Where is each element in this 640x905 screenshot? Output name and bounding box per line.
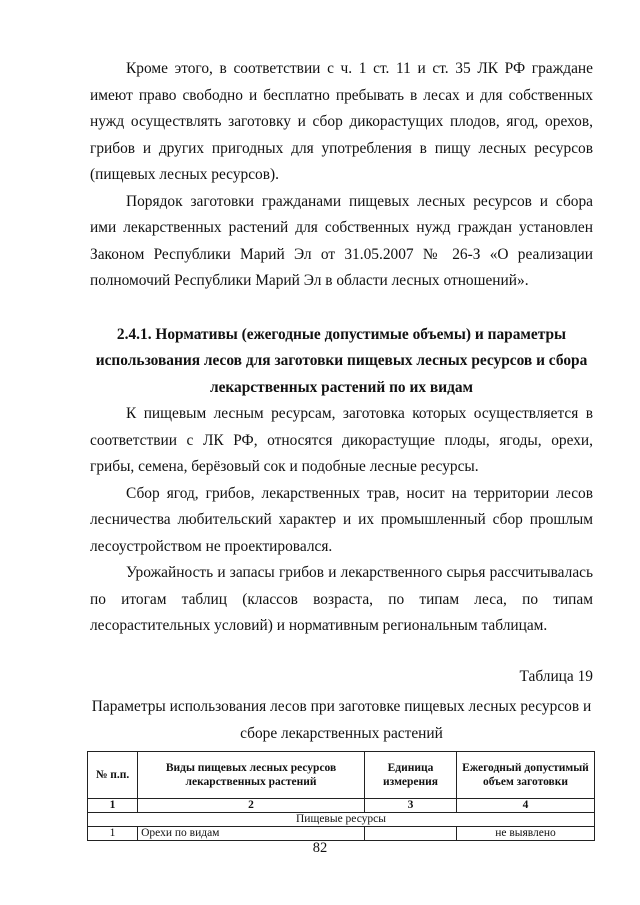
table-cell: не выявлено	[456, 827, 594, 841]
paragraph: Сбор ягод, грибов, лекарственных трав, носит на территории лесов лесничества любительский характер и их промышленный сбор прошлым лесоустройством не проектировался.	[90, 484, 593, 555]
table-label: Таблица 19	[519, 667, 593, 685]
column-number-row	[88, 799, 595, 813]
page-number: 82	[312, 840, 328, 856]
paragraph: Урожайность и запасы грибов и лекарственного сырья рассчитывалась по итогам таблиц (классов возраста, по типам леса, по типам лесорастительных условий) и нормативным региональным таблицам.	[90, 564, 593, 634]
header-cell: Ежегодный допустимый объем заготовки	[456, 752, 594, 799]
header-cell: Единица измерения	[365, 752, 457, 799]
table-title: Параметры использования лесов при заготовке пищевых лесных ресурсов и сборе лекарственных растений	[91, 698, 592, 742]
table-cell: Орехи по видам	[138, 827, 365, 841]
header-cell: Виды пищевых лесных ресурсов лекарственных растений	[138, 752, 365, 799]
data-table	[87, 751, 595, 841]
document-page	[90, 56, 593, 841]
section-row	[88, 813, 595, 827]
header-cell: № п.п.	[88, 752, 138, 799]
paragraph: Порядок заготовки гражданами пищевых лесных ресурсов и сбора ими лекарственных растений для собственных нужд граждан установлен Законом Республики Марий Эл от 31.05.2007 № 26-З «О реализации полномочий Республики Марий Эл в области лесных отношений».	[90, 192, 593, 289]
paragraph: К пищевым лесным ресурсам, заготовка которых осуществляется в соответствии с ЛК РФ, относятся дикорастущие плоды, ягоды, орехи, грибы, семена, берёзовый сок и подобные лесные ресурсы.	[90, 405, 593, 475]
column-number: 3	[365, 799, 457, 813]
table-cell: 1	[88, 827, 138, 841]
table-row	[88, 827, 595, 841]
column-number: 1	[88, 799, 138, 813]
section-label: Пищевые ресурсы	[88, 813, 595, 827]
paragraph: Кроме этого, в соответствии с ч. 1 ст. 11 и ст. 35 ЛК РФ граждане имеют право свободно и бесплатно пребывать в лесах и для собственных нужд осуществлять заготовку и сбор дикорастущих плодов, ягод, орехов, грибов и других пригодных для употребления в пищу лесных ресурсов (пищевых лесных ресурсов).	[90, 60, 593, 183]
column-number: 2	[138, 799, 365, 813]
table-cell	[365, 827, 457, 841]
section-heading: 2.4.1. Нормативы (ежегодные допустимые объемы) и параметры использования лесов для заготовки пищевых лесных ресурсов и сбора лекарственных растений по их видам	[95, 325, 588, 396]
column-number: 4	[456, 799, 594, 813]
table-header-row	[88, 752, 595, 799]
